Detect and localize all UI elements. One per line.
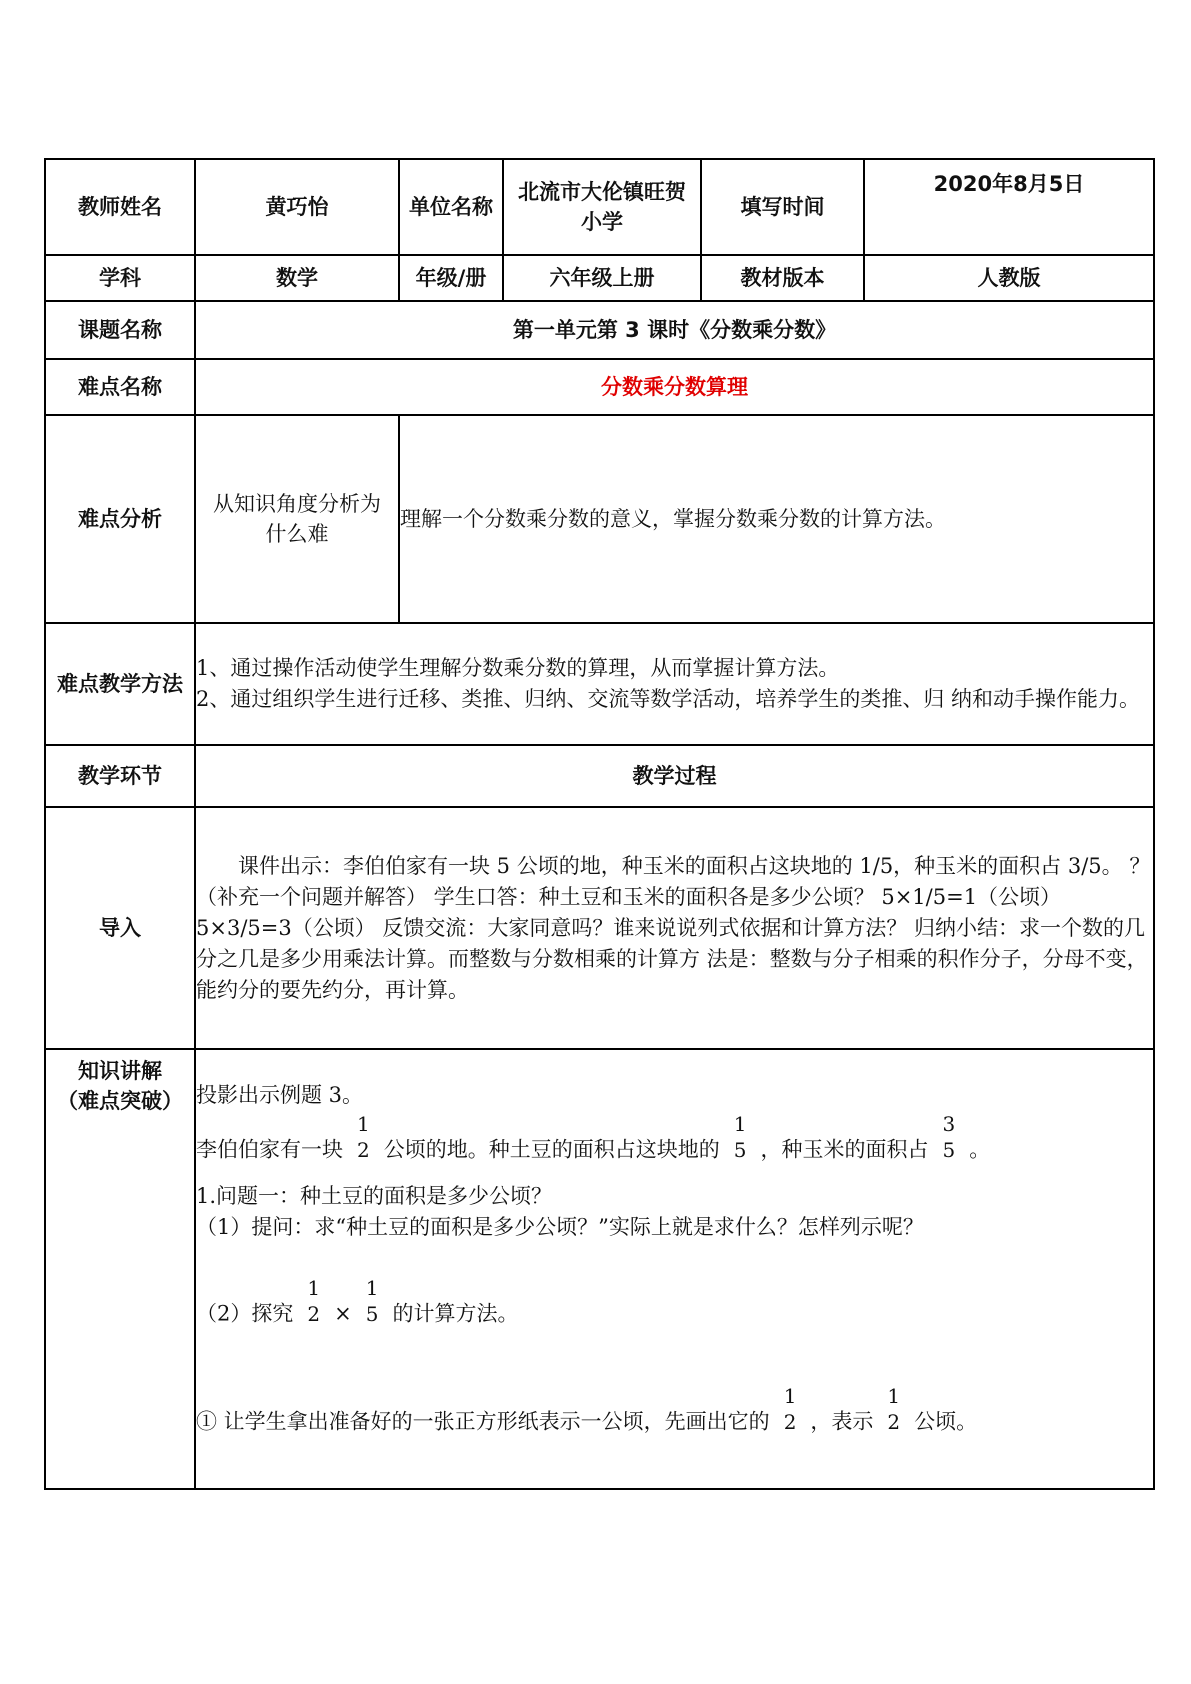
difficulty-row <box>45 359 1154 415</box>
header-row <box>45 159 1154 255</box>
fraction-numerator: 1 <box>357 1112 370 1136</box>
explore-text: （2）探究 <box>196 1301 294 1326</box>
analysis-label: 难点分析 <box>45 415 195 623</box>
method-line-1: 1、通过操作活动使学生理解分数乘分数的算理，从而掌握计算方法。 <box>196 656 840 680</box>
fraction-one-half <box>307 1275 320 1327</box>
fraction-numerator: 1 <box>307 1276 321 1300</box>
fraction-one-half <box>784 1383 797 1435</box>
intro-row <box>45 807 1154 1049</box>
method-label: 难点教学方法 <box>45 623 195 745</box>
grade-label: 年级/册 <box>399 255 503 301</box>
step-one-text-b: ，表示 <box>810 1409 874 1434</box>
knowledge-row <box>45 1049 1154 1489</box>
fraction-one-fifth <box>734 1111 747 1163</box>
fraction-one-fifth <box>366 1275 379 1327</box>
fraction-denominator: 2 <box>357 1138 370 1162</box>
process-row <box>45 745 1154 807</box>
topic-label: 课题名称 <box>45 301 195 359</box>
fraction-numerator: 1 <box>733 1112 747 1136</box>
topic-value: 第一单元第 3 课时《分数乘分数》 <box>195 301 1154 359</box>
fill-time-label: 填写时间 <box>701 159 864 255</box>
grade-value: 六年级上册 <box>503 255 701 301</box>
knowledge-label-line-1: 知识讲解 <box>78 1059 162 1083</box>
step-one-text-c: 公顷。 <box>914 1409 978 1434</box>
fraction-denominator: 2 <box>783 1410 797 1434</box>
edition-value: 人教版 <box>864 255 1154 301</box>
teacher-name-value: 黄巧怡 <box>195 159 399 255</box>
topic-row <box>45 301 1154 359</box>
unit-name-label: 单位名称 <box>399 159 503 255</box>
fraction-denominator: 5 <box>942 1138 956 1162</box>
unit-name-value: 北流市大伦镇旺贺小学 <box>503 159 701 255</box>
method-line-2: 2、通过组织学生进行迁移、类推、归纳、交流等数学活动，培养学生的类推、归 纳和动手操作能力。 <box>196 687 1141 711</box>
fraction-numerator: 1 <box>365 1276 379 1300</box>
fraction-denominator: 5 <box>365 1302 379 1326</box>
fraction-numerator: 1 <box>887 1384 901 1408</box>
analysis-value: 理解一个分数乘分数的意义，掌握分数乘分数的计算方法。 <box>399 415 1154 623</box>
fraction-denominator: 2 <box>307 1302 321 1326</box>
question-one-sub-2 <box>196 1276 1153 1341</box>
process-label: 教学环节 <box>45 745 195 807</box>
problem-text-d: 。 <box>969 1137 991 1162</box>
process-value: 教学过程 <box>195 745 1154 807</box>
question-one-sub-1: （1）提问：求“种土豆的面积是多少公顷？”实际上就是求什么？怎样列示呢？ <box>196 1215 924 1239</box>
knowledge-label <box>45 1049 195 1489</box>
subject-row <box>45 255 1154 301</box>
fraction-denominator: 5 <box>733 1138 747 1162</box>
times-sign: × <box>334 1301 352 1326</box>
teacher-name-label: 教师姓名 <box>45 159 195 255</box>
edition-label: 教材版本 <box>701 255 864 301</box>
fraction-one-half <box>357 1111 370 1163</box>
method-content <box>195 623 1154 745</box>
explore-text-b: 的计算方法。 <box>392 1301 519 1326</box>
fraction-three-fifths <box>942 1111 955 1163</box>
knowledge-label-line-2: （难点突破） <box>57 1089 183 1113</box>
fraction-denominator: 2 <box>887 1410 901 1434</box>
analysis-sub-label: 从知识角度分析为什么难 <box>195 415 399 623</box>
problem-text-b: 公顷的地。种土豆的面积占这块地的 <box>383 1137 720 1162</box>
knowledge-content <box>195 1049 1154 1489</box>
example-intro: 投影出示例题 3。 <box>196 1083 364 1107</box>
fraction-one-half <box>887 1383 900 1435</box>
fraction-numerator: 3 <box>942 1112 956 1136</box>
intro-text: 课件出示：李伯伯家有一块 5 公顷的地，种玉米的面积占这块地的 1/5，种玉米的面积占 3/5。 ？（补充一个问题并解答） 学生口答：种土豆和玉米的面积各是多少公顷？ 5×1/5=1（公顷） 5×3/5=3（公顷） 反馈交流：大家同意吗？谁来说说列式依据和计算方法？ 归纳小结：求一个数的几分之几是多少用乘法计算。而整数与分数相乘的计算方 法是：整数与分子相乘的积作分子，分母不变，能约分的要先约分，再计算。 <box>196 853 1151 1002</box>
method-row <box>45 623 1154 745</box>
lesson-plan-table <box>44 158 1155 1490</box>
step-one-text-a: ① 让学生拿出准备好的一张正方形纸表示一公顷，先画出它的 <box>196 1409 770 1434</box>
step-one-line <box>196 1384 1153 1449</box>
fraction-numerator: 1 <box>783 1384 797 1408</box>
fill-time-value: 2020年8月5日 <box>864 159 1154 255</box>
subject-label: 学科 <box>45 255 195 301</box>
intro-label: 导入 <box>45 807 195 1049</box>
difficulty-label: 难点名称 <box>45 359 195 415</box>
intro-content <box>195 807 1154 1049</box>
difficulty-value: 分数乘分数算理 <box>195 359 1154 415</box>
problem-text-a: 李伯伯家有一块 <box>196 1137 343 1162</box>
question-one: 1.问题一：种土豆的面积是多少公顷？ <box>196 1184 553 1208</box>
example-problem-line <box>196 1112 1153 1177</box>
problem-text-c: ，种玉米的面积占 <box>760 1137 929 1162</box>
subject-value: 数学 <box>195 255 399 301</box>
analysis-row <box>45 415 1154 623</box>
